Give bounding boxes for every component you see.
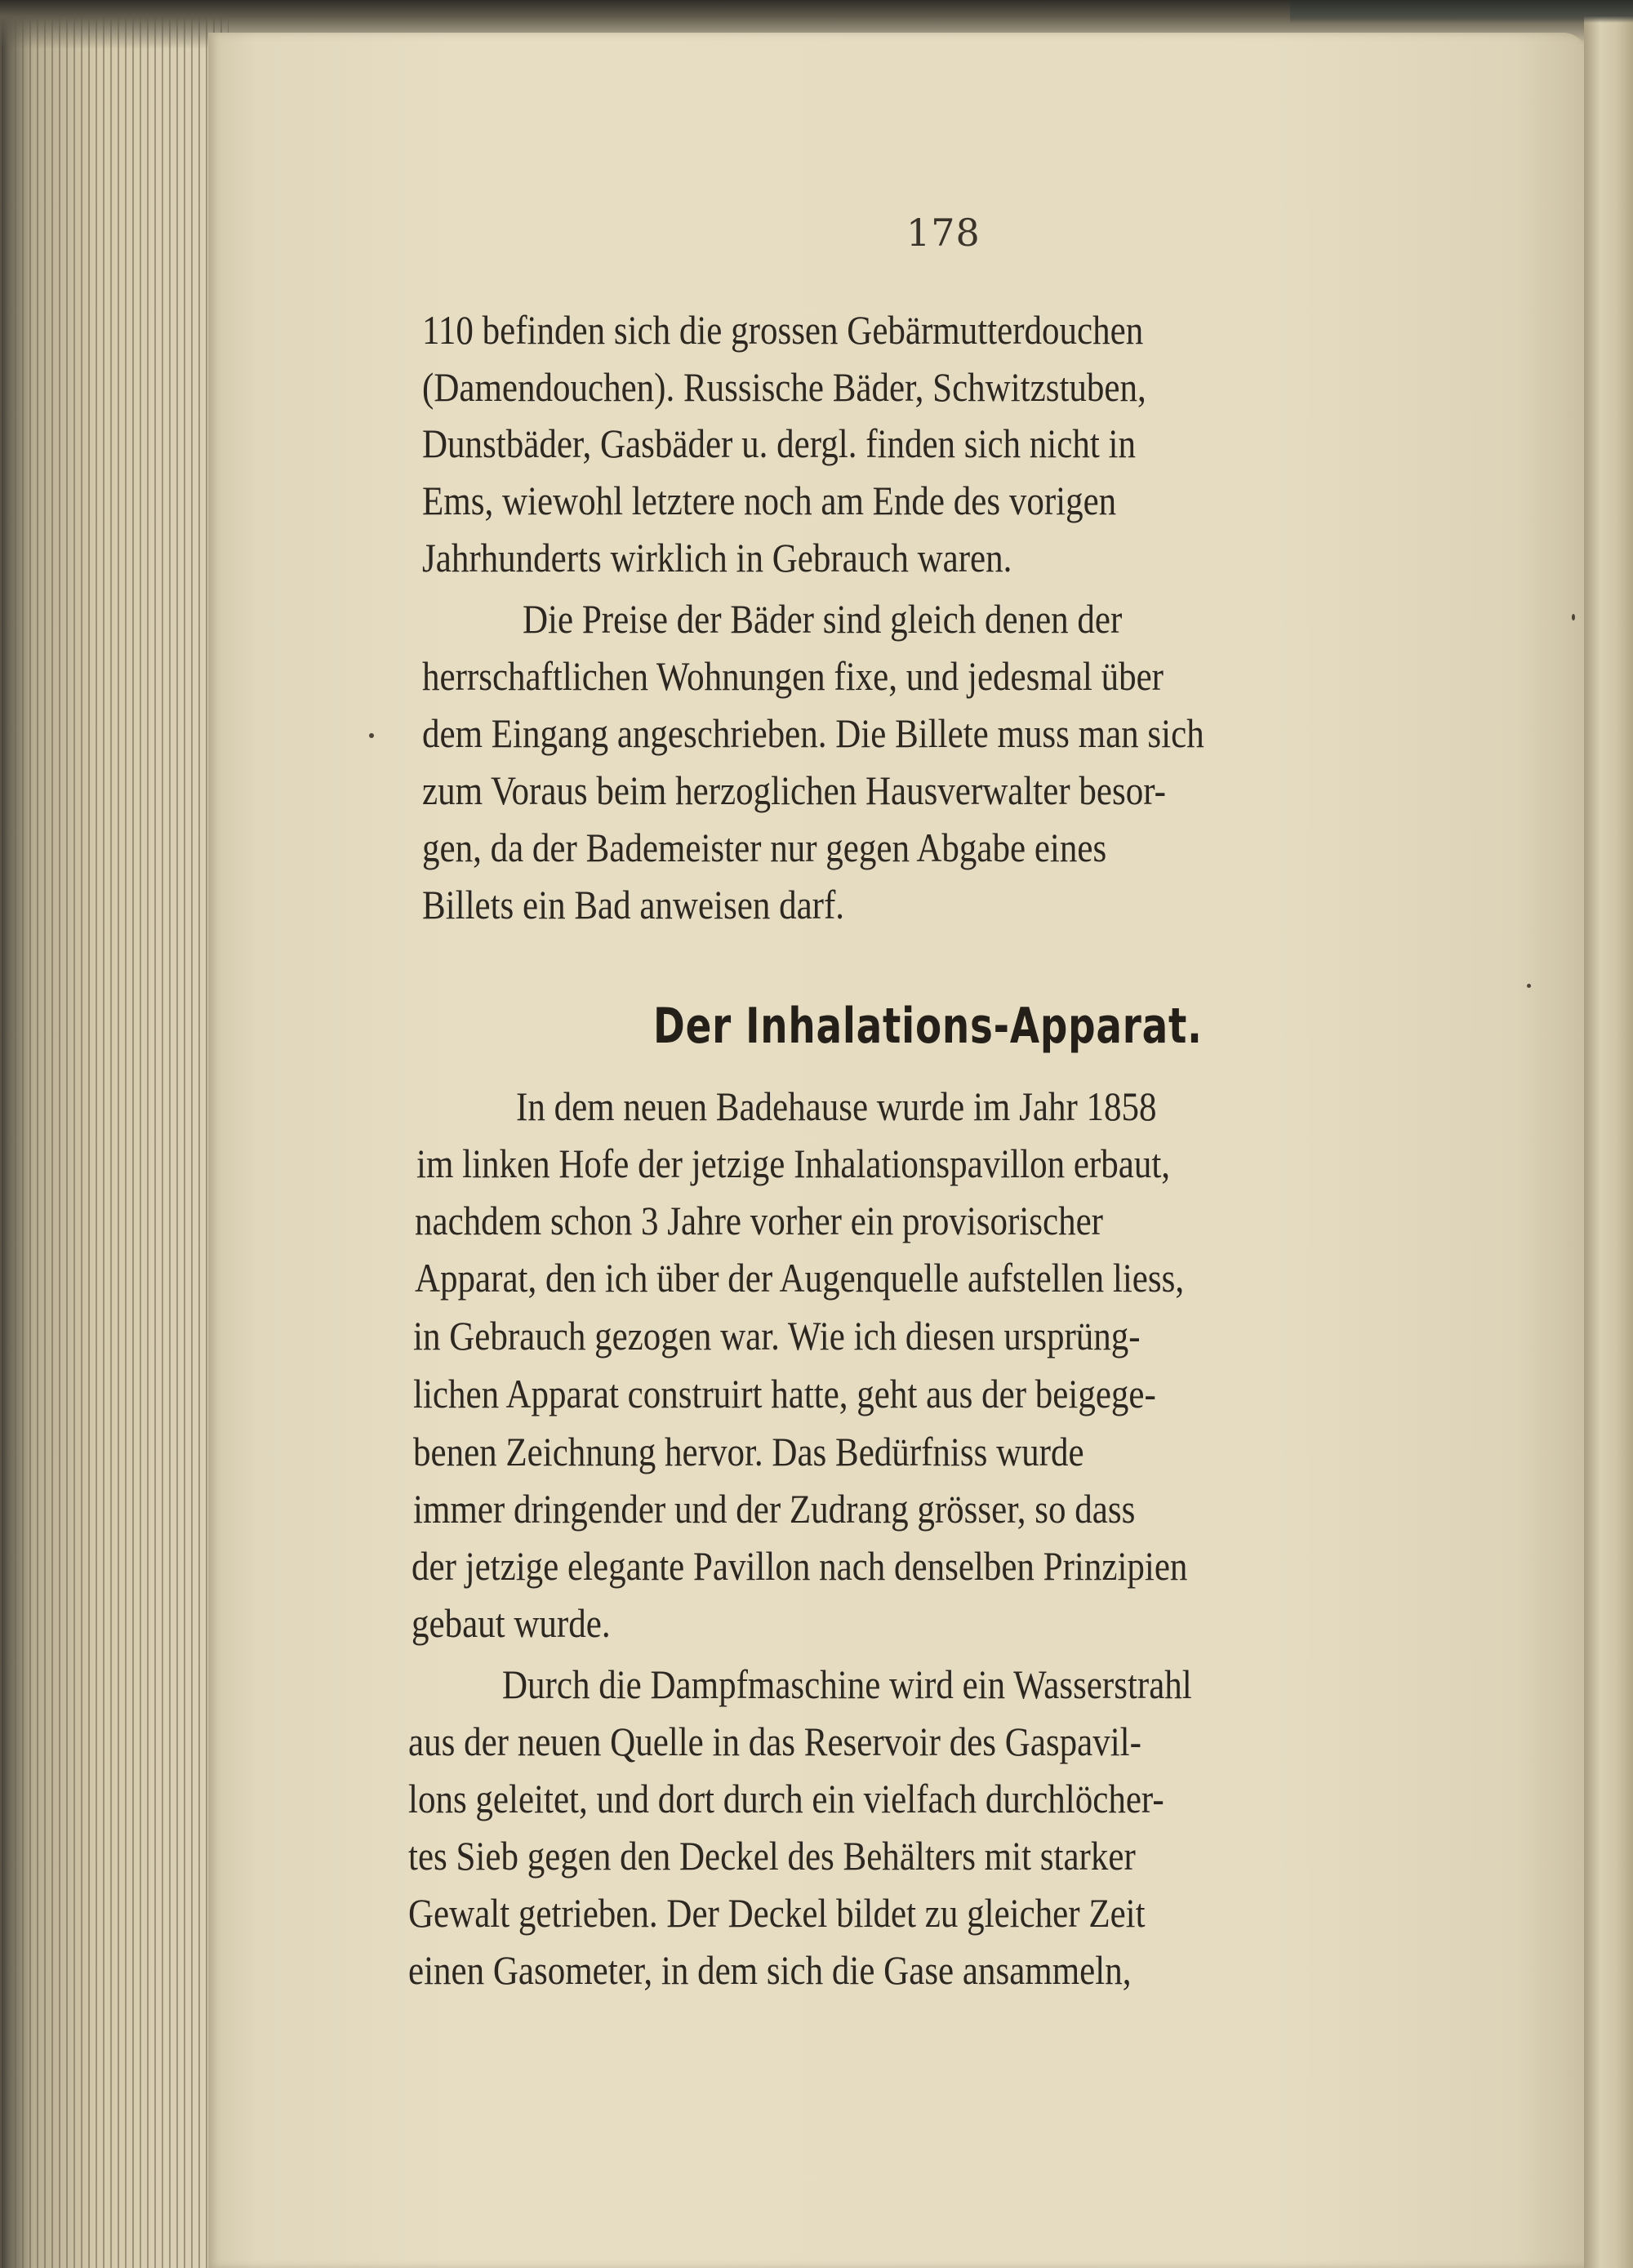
text-line: gen, da der Bademeister nur gegen Abgabe eines bbox=[422, 825, 1107, 870]
book-cover-edge bbox=[1290, 0, 1633, 23]
text-line: (Damendouchen). Russische Bäder, Schwitzstuben, bbox=[422, 364, 1146, 410]
text-line: herrschaftlichen Wohnungen fixe, und jedesmal über bbox=[422, 653, 1164, 699]
section-heading: Der Inhalations-Apparat. bbox=[653, 998, 1203, 1055]
page-number: 178 bbox=[906, 211, 981, 255]
paper-speck bbox=[369, 733, 374, 738]
paper-speck bbox=[1527, 984, 1531, 988]
text-line: benen Zeichnung hervor. Das Bedürfniss wurde bbox=[413, 1429, 1084, 1474]
text-line: immer dringender und der Zudrang grösser, so dass bbox=[413, 1486, 1136, 1532]
text-line: Billets ein Bad anweisen darf. bbox=[422, 882, 845, 927]
text-line: Jahrhunderts wirklich in Gebrauch waren. bbox=[422, 535, 1012, 580]
text-line: Die Preise der Bäder sind gleich denen der bbox=[523, 596, 1123, 642]
text-line: lichen Apparat construirt hatte, geht aus der beigege- bbox=[413, 1371, 1156, 1416]
text-line: lons geleitet, und dort durch ein vielfach durchlöcher- bbox=[408, 1776, 1164, 1821]
text-line: einen Gasometer, in dem sich die Gase ansammeln, bbox=[408, 1947, 1132, 1993]
text-line: Durch die Dampfmaschine wird ein Wasserstrahl bbox=[502, 1661, 1192, 1707]
text-line: 110 befinden sich die grossen Gebärmutterdouchen bbox=[422, 307, 1144, 353]
text-line: zum Voraus beim herzoglichen Hausverwalter besor- bbox=[422, 767, 1167, 813]
text-line: der jetzige elegante Pavillon nach denselben Prinzipien bbox=[412, 1543, 1188, 1589]
text-line: Dunstbäder, Gasbäder u. dergl. finden sich nicht in bbox=[422, 420, 1136, 466]
text-line: tes Sieb gegen den Deckel des Behälters mit starker bbox=[408, 1833, 1136, 1879]
text-line: gebaut wurde. bbox=[412, 1600, 611, 1646]
text-line: aus der neuen Quelle in das Reservoir des Gaspavil- bbox=[408, 1719, 1141, 1764]
text-line: in Gebrauch gezogen war. Wie ich diesen ursprüng- bbox=[413, 1313, 1141, 1359]
text-line: In dem neuen Badehause wurde im Jahr 1858 bbox=[516, 1083, 1157, 1129]
paper-speck bbox=[1572, 614, 1575, 620]
text-line: dem Eingang angeschrieben. Die Billete muss man sich bbox=[422, 710, 1204, 756]
page-edges-stack bbox=[0, 0, 229, 2268]
text-line: im linken Hofe der jetzige Inhalationspavillon erbaut, bbox=[416, 1141, 1171, 1186]
text-line: Ems, wiewohl letztere noch am Ende des vorigen bbox=[422, 478, 1117, 523]
text-line: nachdem schon 3 Jahre vorher ein provisorischer bbox=[415, 1198, 1104, 1243]
facing-page-edge bbox=[1584, 16, 1633, 2268]
text-line: Gewalt getrieben. Der Deckel bildet zu gleicher Zeit bbox=[408, 1890, 1146, 1936]
text-line: Apparat, den ich über der Augenquelle aufstellen liess, bbox=[415, 1255, 1185, 1301]
